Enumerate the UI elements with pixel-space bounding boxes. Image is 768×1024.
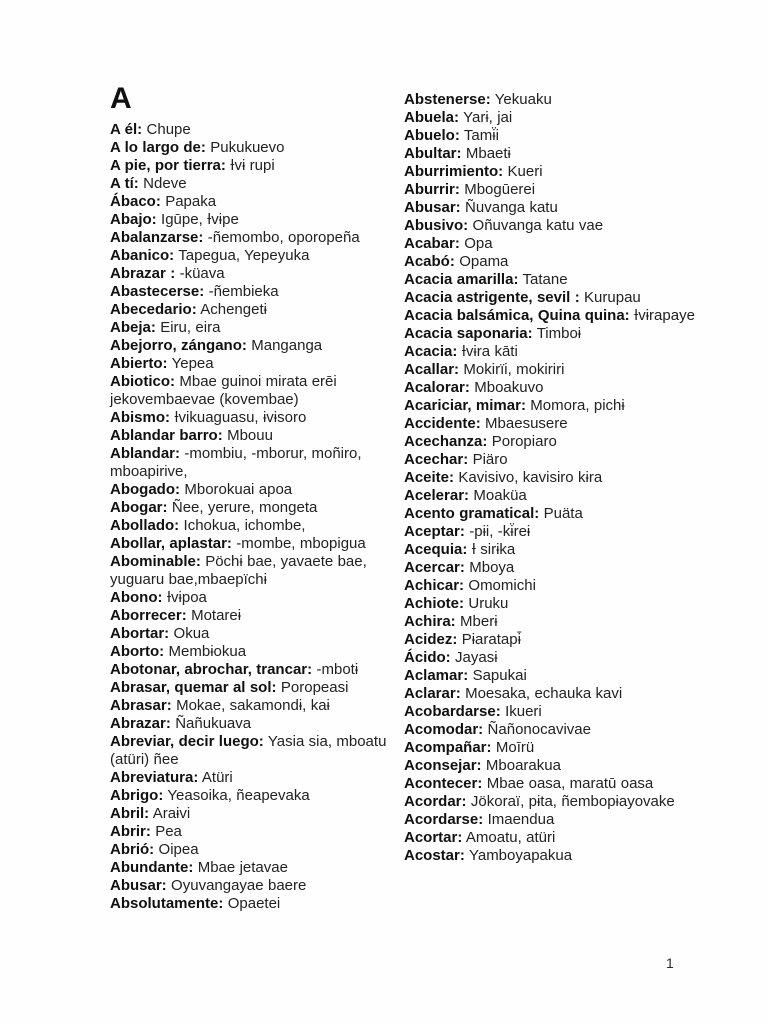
entry-definition: Tatane (518, 271, 568, 288)
entry-definition: Puäta (539, 505, 583, 522)
entry-definition: Oñuvanga katu vae (468, 217, 604, 234)
page-number: 1 (666, 955, 674, 971)
dictionary-entry (404, 649, 696, 667)
entry-term: Abreviar, decir luego: (110, 733, 264, 750)
entry-term: Acequia: (404, 541, 468, 558)
entry-term: Abierto: (110, 355, 168, 372)
entry-definition: Okua (169, 625, 210, 642)
dictionary-entry (404, 127, 696, 145)
entry-definition: Opama (454, 253, 509, 270)
entry-definition: Momora, pichɨ (525, 397, 625, 414)
dictionary-entry (110, 337, 396, 355)
entry-definition: Oyuvangayae baere (166, 877, 307, 894)
dictionary-entry (404, 523, 696, 541)
entry-term: Abanico: (110, 247, 175, 264)
entry-term: Abundante: (110, 859, 194, 876)
entry-definition: Jökoraï, pɨta, ñembopɨayovake (466, 793, 675, 810)
dictionary-entry (110, 823, 396, 841)
entry-term: A él: (110, 121, 143, 138)
dictionary-entry (110, 499, 396, 517)
entry-term: Acacia astrigente, sevil : (404, 289, 580, 306)
dictionary-entry (110, 301, 396, 319)
entry-definition: Moesaka, echauka kavi (460, 685, 623, 702)
entry-term: Aburrimiento: (404, 163, 504, 180)
dictionary-entry (404, 145, 696, 163)
entry-definition: Kavisivo, kavisiro kɨra (454, 469, 603, 486)
entry-term: Abajo: (110, 211, 157, 228)
dictionary-entry (404, 91, 696, 109)
dictionary-entry (110, 229, 396, 247)
entry-definition: Opaetei (223, 895, 281, 912)
dictionary-entry (110, 175, 396, 193)
entry-definition: Atüri (198, 769, 233, 786)
dictionary-entry (404, 163, 696, 181)
dictionary-entry (404, 757, 696, 775)
dictionary-entry (404, 703, 696, 721)
dictionary-entry (404, 325, 696, 343)
entry-definition: Mbogūerei (459, 181, 536, 198)
entry-term: Abrazar: (110, 715, 171, 732)
entry-term: Acabó: (404, 253, 455, 270)
entry-term: Achira: (404, 613, 456, 630)
entry-definition: Yasia sia, mboatu (atüri) ñee (110, 733, 387, 768)
entry-term: Acechar: (404, 451, 469, 468)
left-entries-list (110, 121, 396, 913)
entry-term: Abrazar : (110, 265, 176, 282)
entry-term: Abuela: (404, 109, 460, 126)
entry-term: Abusar: (110, 877, 167, 894)
dictionary-entry (404, 289, 696, 307)
entry-term: Abultar: (404, 145, 462, 162)
dictionary-entry (110, 805, 396, 823)
entry-term: Aclarar: (404, 685, 461, 702)
entry-definition: Uruku (464, 595, 509, 612)
entry-definition: Timboɨ (532, 325, 582, 342)
entry-definition: Kueri (503, 163, 543, 180)
entry-definition: Tamɨ̈i (459, 127, 499, 144)
entry-definition: Mbouu (222, 427, 273, 444)
entry-definition: Eiru, eira (155, 319, 221, 336)
entry-term: Abalanzarse: (110, 229, 204, 246)
entry-term: Acacia saponaria: (404, 325, 533, 342)
entry-term: Abreviatura: (110, 769, 199, 786)
entry-term: Aborto: (110, 643, 165, 660)
dictionary-entry (110, 697, 396, 715)
entry-definition: Mboakuvo (469, 379, 544, 396)
entry-definition: Ndeve (138, 175, 187, 192)
entry-definition: Ɨvɨra kāti (457, 343, 518, 360)
entry-definition: Motareɨ (186, 607, 242, 624)
entry-definition: Mbaetɨ (461, 145, 511, 162)
dictionary-entry (404, 811, 696, 829)
entry-definition: Mbae jetavae (193, 859, 288, 876)
dictionary-entry (404, 397, 696, 415)
entry-term: Abril: (110, 805, 150, 822)
dictionary-entry (404, 253, 696, 271)
dictionary-entry (404, 415, 696, 433)
dictionary-entry (110, 859, 396, 877)
entry-definition: Oipea (154, 841, 199, 858)
dictionary-entry (404, 595, 696, 613)
dictionary-entry (404, 271, 696, 289)
dictionary-entry (404, 847, 696, 865)
entry-definition: Poropiaro (487, 433, 557, 450)
entry-definition: Chupe (142, 121, 191, 138)
entry-term: Aconsejar: (404, 757, 482, 774)
entry-term: Abrasar, quemar al sol: (110, 679, 277, 696)
entry-term: Acento gramatical: (404, 505, 540, 522)
entry-term: Acomodar: (404, 721, 484, 738)
entry-definition: Igūpe, Ɨvɨpe (156, 211, 239, 228)
entry-definition: Poropeasi (276, 679, 349, 696)
entry-term: Achicar: (404, 577, 465, 594)
entry-term: Accidente: (404, 415, 481, 432)
entry-term: Acontecer: (404, 775, 483, 792)
entry-definition: -mombiu, -mborur, moñiro, mboapirive, (110, 445, 362, 480)
entry-term: Acordarse: (404, 811, 484, 828)
entry-term: Ácido: (404, 649, 451, 666)
dictionary-entry (404, 829, 696, 847)
dictionary-entry (404, 361, 696, 379)
dictionary-entry (110, 715, 396, 733)
entry-term: Abrió: (110, 841, 155, 858)
dictionary-entry (110, 319, 396, 337)
entry-definition: Ñuvanga katu (460, 199, 558, 216)
dictionary-entry (110, 769, 396, 787)
entry-definition: Ɨvɨ rupi (225, 157, 275, 174)
dictionary-entry (110, 607, 396, 625)
entry-term: Acortar: (404, 829, 463, 846)
entry-definition: Yarɨ, jai (459, 109, 513, 126)
dictionary-entry (404, 667, 696, 685)
entry-term: Abogado: (110, 481, 180, 498)
entry-term: A lo largo de: (110, 139, 206, 156)
dictionary-entry (110, 733, 396, 769)
entry-definition: -pɨi, -kɨ̈reɨ (464, 523, 531, 540)
entry-term: Ablandar barro: (110, 427, 223, 444)
dictionary-entry (110, 283, 396, 301)
entry-definition: -mbotɨ (312, 661, 359, 678)
dictionary-entry (110, 157, 396, 175)
entry-definition: Pea (150, 823, 182, 840)
entry-term: Acacia: (404, 343, 458, 360)
entry-definition: Moaküa (469, 487, 527, 504)
entry-definition: Ɨvɨrapaye (629, 307, 695, 324)
entry-definition: Mbaesusere (480, 415, 568, 432)
entry-term: Absolutamente: (110, 895, 224, 912)
dictionary-entry (404, 235, 696, 253)
entry-definition: Imaendua (483, 811, 555, 828)
entry-definition: Papaka (160, 193, 217, 210)
entry-definition: Omomichi (464, 577, 536, 594)
entry-term: Abstenerse: (404, 91, 491, 108)
entry-term: Acabar: (404, 235, 460, 252)
dictionary-entry (110, 121, 396, 139)
entry-term: Acallar: (404, 361, 460, 378)
entry-definition: Yeasoika, ñeapevaka (163, 787, 310, 804)
entry-definition: Yamboyapakua (464, 847, 573, 864)
entry-term: Abiotico: (110, 373, 175, 390)
dictionary-entry (404, 685, 696, 703)
entry-definition: Mokirïi, mokiriri (459, 361, 565, 378)
entry-term: Abuelo: (404, 127, 460, 144)
entry-definition: Mokae, sakamondɨ, kaɨ (171, 697, 330, 714)
dictionary-entry (404, 559, 696, 577)
entry-definition: -ñemombo, oporopeña (203, 229, 360, 246)
entry-term: Ábaco: (110, 193, 161, 210)
entry-term: Abrigo: (110, 787, 164, 804)
entry-term: Aclamar: (404, 667, 469, 684)
dictionary-entry (404, 307, 696, 325)
dictionary-entry (404, 433, 696, 451)
entry-term: Abollado: (110, 517, 180, 534)
entry-definition: Ikueri (500, 703, 542, 720)
entry-term: Abismo: (110, 409, 170, 426)
entry-definition: Jayasɨ (450, 649, 498, 666)
dictionary-entry (110, 553, 396, 589)
entry-definition: -küava (175, 265, 225, 282)
dictionary-entry (110, 139, 396, 157)
entry-definition: Pɨaratapɨ̄ (457, 631, 521, 648)
entry-definition: Mbae guinoi mirata erēi jekovembaevae (kovembae) (110, 373, 337, 408)
entry-definition: Moīrü (491, 739, 535, 756)
entry-definition: Ichokua, ichombe, (179, 517, 306, 534)
entry-term: Acercar: (404, 559, 465, 576)
dictionary-entry (404, 541, 696, 559)
dictionary-entry (110, 625, 396, 643)
dictionary-entry (110, 787, 396, 805)
dictionary-entry (404, 505, 696, 523)
entry-term: Acordar: (404, 793, 467, 810)
dictionary-entry (110, 679, 396, 697)
right-column (404, 91, 696, 865)
entry-definition: Ñañonocavivae (483, 721, 591, 738)
entry-term: Abeja: (110, 319, 156, 336)
dictionary-entry (404, 217, 696, 235)
entry-term: Abominable: (110, 553, 201, 570)
entry-term: Acelerar: (404, 487, 470, 504)
dictionary-entry (110, 211, 396, 229)
entry-definition: Mboarakua (481, 757, 561, 774)
entry-term: Abono: (110, 589, 163, 606)
dictionary-entry (110, 427, 396, 445)
entry-term: Acacia amarilla: (404, 271, 519, 288)
entry-definition: Pöchɨ bae, yavaete bae, yuguaru bae,mbaepïchɨ (110, 553, 367, 588)
entry-definition: Araɨvi (149, 805, 191, 822)
dictionary-entry (110, 535, 396, 553)
entry-term: Acidez: (404, 631, 458, 648)
dictionary-entry (404, 469, 696, 487)
entry-definition: Opa (459, 235, 493, 252)
entry-term: Acacia balsámica, Quina quina: (404, 307, 630, 324)
dictionary-entry (404, 379, 696, 397)
entry-term: Achiote: (404, 595, 464, 612)
entry-definition: Ɨvɨpoa (162, 589, 207, 606)
entry-definition: Pukukuevo (205, 139, 285, 156)
dictionary-entry (110, 193, 396, 211)
entry-term: Acechanza: (404, 433, 488, 450)
dictionary-entry (110, 409, 396, 427)
entry-definition: Ñañukuava (170, 715, 252, 732)
right-entries-list (404, 91, 696, 865)
dictionary-entry (110, 877, 396, 895)
entry-definition: -ñembieka (204, 283, 279, 300)
entry-definition: Mbae oasa, maratū oasa (482, 775, 654, 792)
entry-term: Ablandar: (110, 445, 181, 462)
dictionary-entry (404, 199, 696, 217)
entry-definition: Ñee, yerure, mongeta (167, 499, 318, 516)
dictionary-entry (404, 451, 696, 469)
dictionary-entry (404, 721, 696, 739)
dictionary-entry (404, 343, 696, 361)
entry-definition: Mberɨ (455, 613, 498, 630)
dictionary-entry (110, 355, 396, 373)
dictionary-entry (110, 445, 396, 481)
entry-term: Abastecerse: (110, 283, 205, 300)
entry-definition: Achengetɨ (196, 301, 267, 318)
dictionary-entry (110, 481, 396, 499)
dictionary-entry (110, 517, 396, 535)
dictionary-entry (404, 487, 696, 505)
dictionary-entry (404, 631, 696, 649)
dictionary-entry (110, 247, 396, 265)
entry-definition: Tapegua, Yepeyuka (174, 247, 310, 264)
entry-definition: Ɨ sirɨka (467, 541, 516, 558)
entry-definition: Piäro (468, 451, 508, 468)
entry-term: Acompañar: (404, 739, 492, 756)
dictionary-entry (404, 613, 696, 631)
dictionary-entry (110, 643, 396, 661)
left-column (110, 83, 396, 913)
entry-term: A tí: (110, 175, 139, 192)
entry-term: Abrir: (110, 823, 151, 840)
entry-definition: Sapukai (468, 667, 527, 684)
dictionary-entry (404, 109, 696, 127)
entry-term: Abrasar: (110, 697, 172, 714)
entry-definition: Manganga (246, 337, 323, 354)
dictionary-entry (404, 793, 696, 811)
entry-definition: Mborokuai apoa (179, 481, 293, 498)
section-heading: A (110, 82, 132, 115)
entry-definition: Ɨvikuaguasu, ɨvɨsoro (170, 409, 307, 426)
dictionary-entry (110, 895, 396, 913)
entry-term: Abortar: (110, 625, 170, 642)
dictionary-entry (404, 577, 696, 595)
entry-term: Abecedario: (110, 301, 197, 318)
dictionary-entry (110, 661, 396, 679)
entry-term: Abusar: (404, 199, 461, 216)
dictionary-entry (110, 265, 396, 283)
entry-definition: Yekuaku (490, 91, 552, 108)
entry-definition: Kurupau (579, 289, 641, 306)
entry-definition: Yepea (167, 355, 214, 372)
dictionary-entry (110, 589, 396, 607)
entry-term: Aburrir: (404, 181, 460, 198)
entry-term: Abollar, aplastar: (110, 535, 232, 552)
entry-term: Aborrecer: (110, 607, 187, 624)
dictionary-entry (110, 841, 396, 859)
dictionary-entry (404, 181, 696, 199)
entry-definition: Mboya (464, 559, 515, 576)
entry-term: Acariciar, mimar: (404, 397, 526, 414)
dictionary-entry (404, 739, 696, 757)
dictionary-entry (404, 775, 696, 793)
entry-term: Acalorar: (404, 379, 470, 396)
entry-term: Acobardarse: (404, 703, 501, 720)
entry-term: Abotonar, abrochar, trancar: (110, 661, 313, 678)
entry-definition: Membɨokua (164, 643, 247, 660)
entry-term: Abejorro, zángano: (110, 337, 247, 354)
entry-definition: Amoatu, atüri (462, 829, 556, 846)
entry-term: Abusivo: (404, 217, 469, 234)
entry-term: Aceptar: (404, 523, 465, 540)
dictionary-entry (110, 373, 396, 409)
entry-term: Abogar: (110, 499, 168, 516)
entry-definition: -mombe, mbopigua (231, 535, 366, 552)
entry-term: A pie, por tierra: (110, 157, 226, 174)
entry-term: Aceite: (404, 469, 455, 486)
entry-term: Acostar: (404, 847, 465, 864)
